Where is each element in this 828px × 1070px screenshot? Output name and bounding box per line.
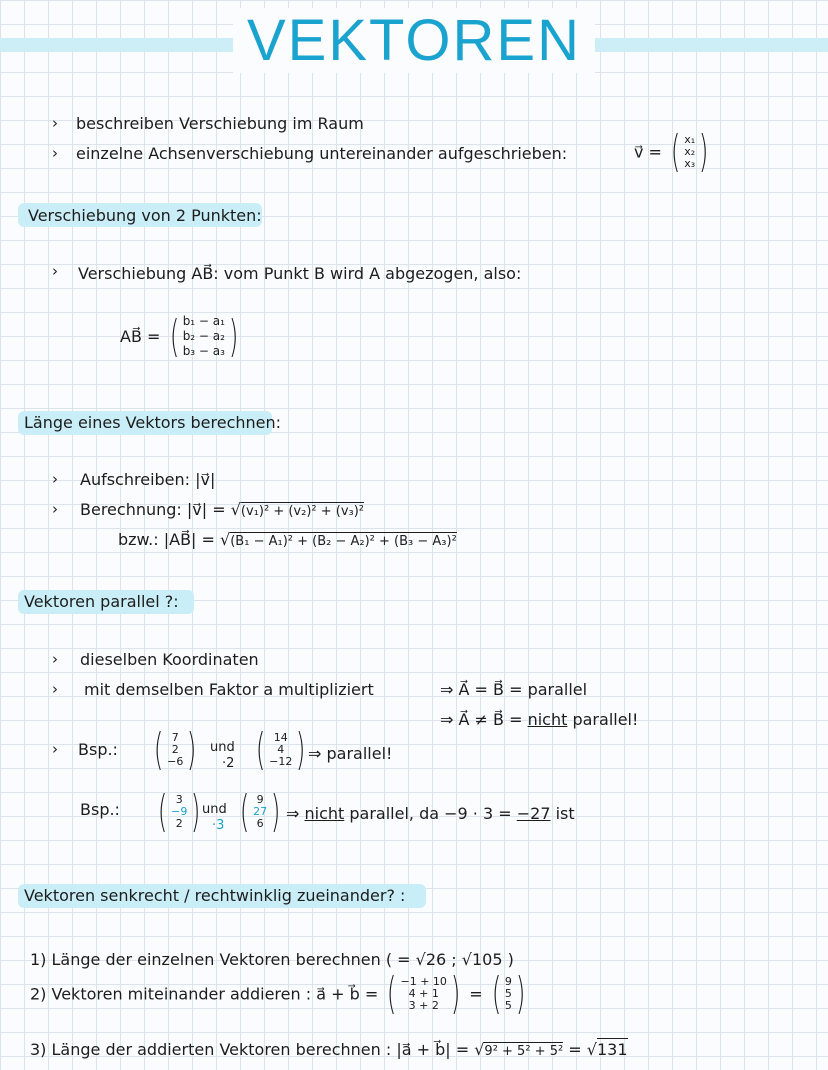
page-title: VEKTOREN: [0, 6, 828, 74]
example-1-vector-b: ( 14 4 −12 ): [255, 724, 306, 775]
example-1-und: und: [210, 740, 235, 755]
intro-vector: v⃗ = ( x₁ x₂ x₃ ): [634, 126, 709, 177]
section-heading-verschiebung: Verschiebung von 2 Punkten:: [28, 206, 262, 225]
bullet-marker: ›: [52, 144, 58, 162]
example-2-result: ⇒ nicht parallel, da −9 · 3 = −27 ist: [286, 804, 575, 823]
section-heading-laenge: Länge eines Vektors berechnen:: [24, 413, 282, 432]
example-1-vector-a: ( 7 2 −6 ): [153, 724, 197, 775]
section3-bullet-1: dieselben Koordinaten: [80, 650, 259, 669]
bullet-marker: ›: [52, 680, 58, 698]
example-2-label: Bsp.:: [80, 800, 120, 819]
example-2-factor: ·3: [212, 818, 225, 833]
example-1-label: Bsp.:: [78, 740, 118, 759]
step-2: 2) Vektoren miteinander addieren : a⃗ + b⃗ = ( −1 + 10 4 + 1 3 + 2 ) = ( 9 5 5 ): [30, 968, 526, 1019]
section-heading-senkrecht: Vektoren senkrecht / rechtwinklig zueinander? :: [24, 886, 406, 905]
bullet-marker: ›: [52, 500, 58, 518]
step-1: 1) Länge der einzelnen Vektoren berechnen ( = √26 ; √105 ): [30, 950, 514, 969]
bullet-marker: ›: [52, 650, 58, 668]
bullet-marker: ›: [52, 740, 58, 758]
bullet-marker: ›: [52, 470, 58, 488]
section2-bullet-2: Berechnung: |v⃗| = √(v₁)² + (v₂)² + (v₃)²: [80, 500, 365, 519]
example-2-vector-b: ( 9 27 6 ): [239, 786, 281, 837]
example-2-vector-a: ( 3 −9 2 ): [157, 786, 201, 837]
section2-bullet-1: Aufschreiben: |v⃗|: [80, 470, 216, 489]
example-2-und: und: [202, 802, 227, 817]
section-heading-parallel: Vektoren parallel ?:: [24, 592, 179, 611]
example-1-factor: ·2: [222, 756, 235, 771]
section1-bullet: Verschiebung AB⃗: vom Punkt B wird A abgezogen, also:: [78, 264, 522, 283]
intro-bullet-1: beschreiben Verschiebung im Raum: [76, 114, 364, 133]
implies-parallel: ⇒ A⃗ = B⃗ = parallel: [440, 680, 588, 699]
bullet-marker: ›: [52, 114, 58, 132]
step-3: 3) Länge der addierten Vektoren berechnen : |a⃗ + b⃗| = √9² + 5² + 5² = √131: [30, 1040, 628, 1059]
section3-bullet-2: mit demselben Faktor a multipliziert: [84, 680, 374, 699]
section2-bzw: bzw.: |AB⃗| = √(B₁ − A₁)² + (B₂ − A₂)² + (B₃ − A₃)²: [118, 530, 457, 549]
bullet-marker: ›: [52, 262, 58, 280]
intro-bullet-2: einzelne Achsenverschiebung untereinander aufgeschrieben:: [76, 144, 568, 163]
ab-formula: AB⃗ = ( b₁ − a₁ b₂ − a₂ b₃ − a₃ ): [120, 310, 239, 362]
example-1-result: ⇒ parallel!: [308, 744, 393, 763]
implies-not-parallel: ⇒ A⃗ ≠ B⃗ = nicht parallel!: [440, 710, 639, 729]
